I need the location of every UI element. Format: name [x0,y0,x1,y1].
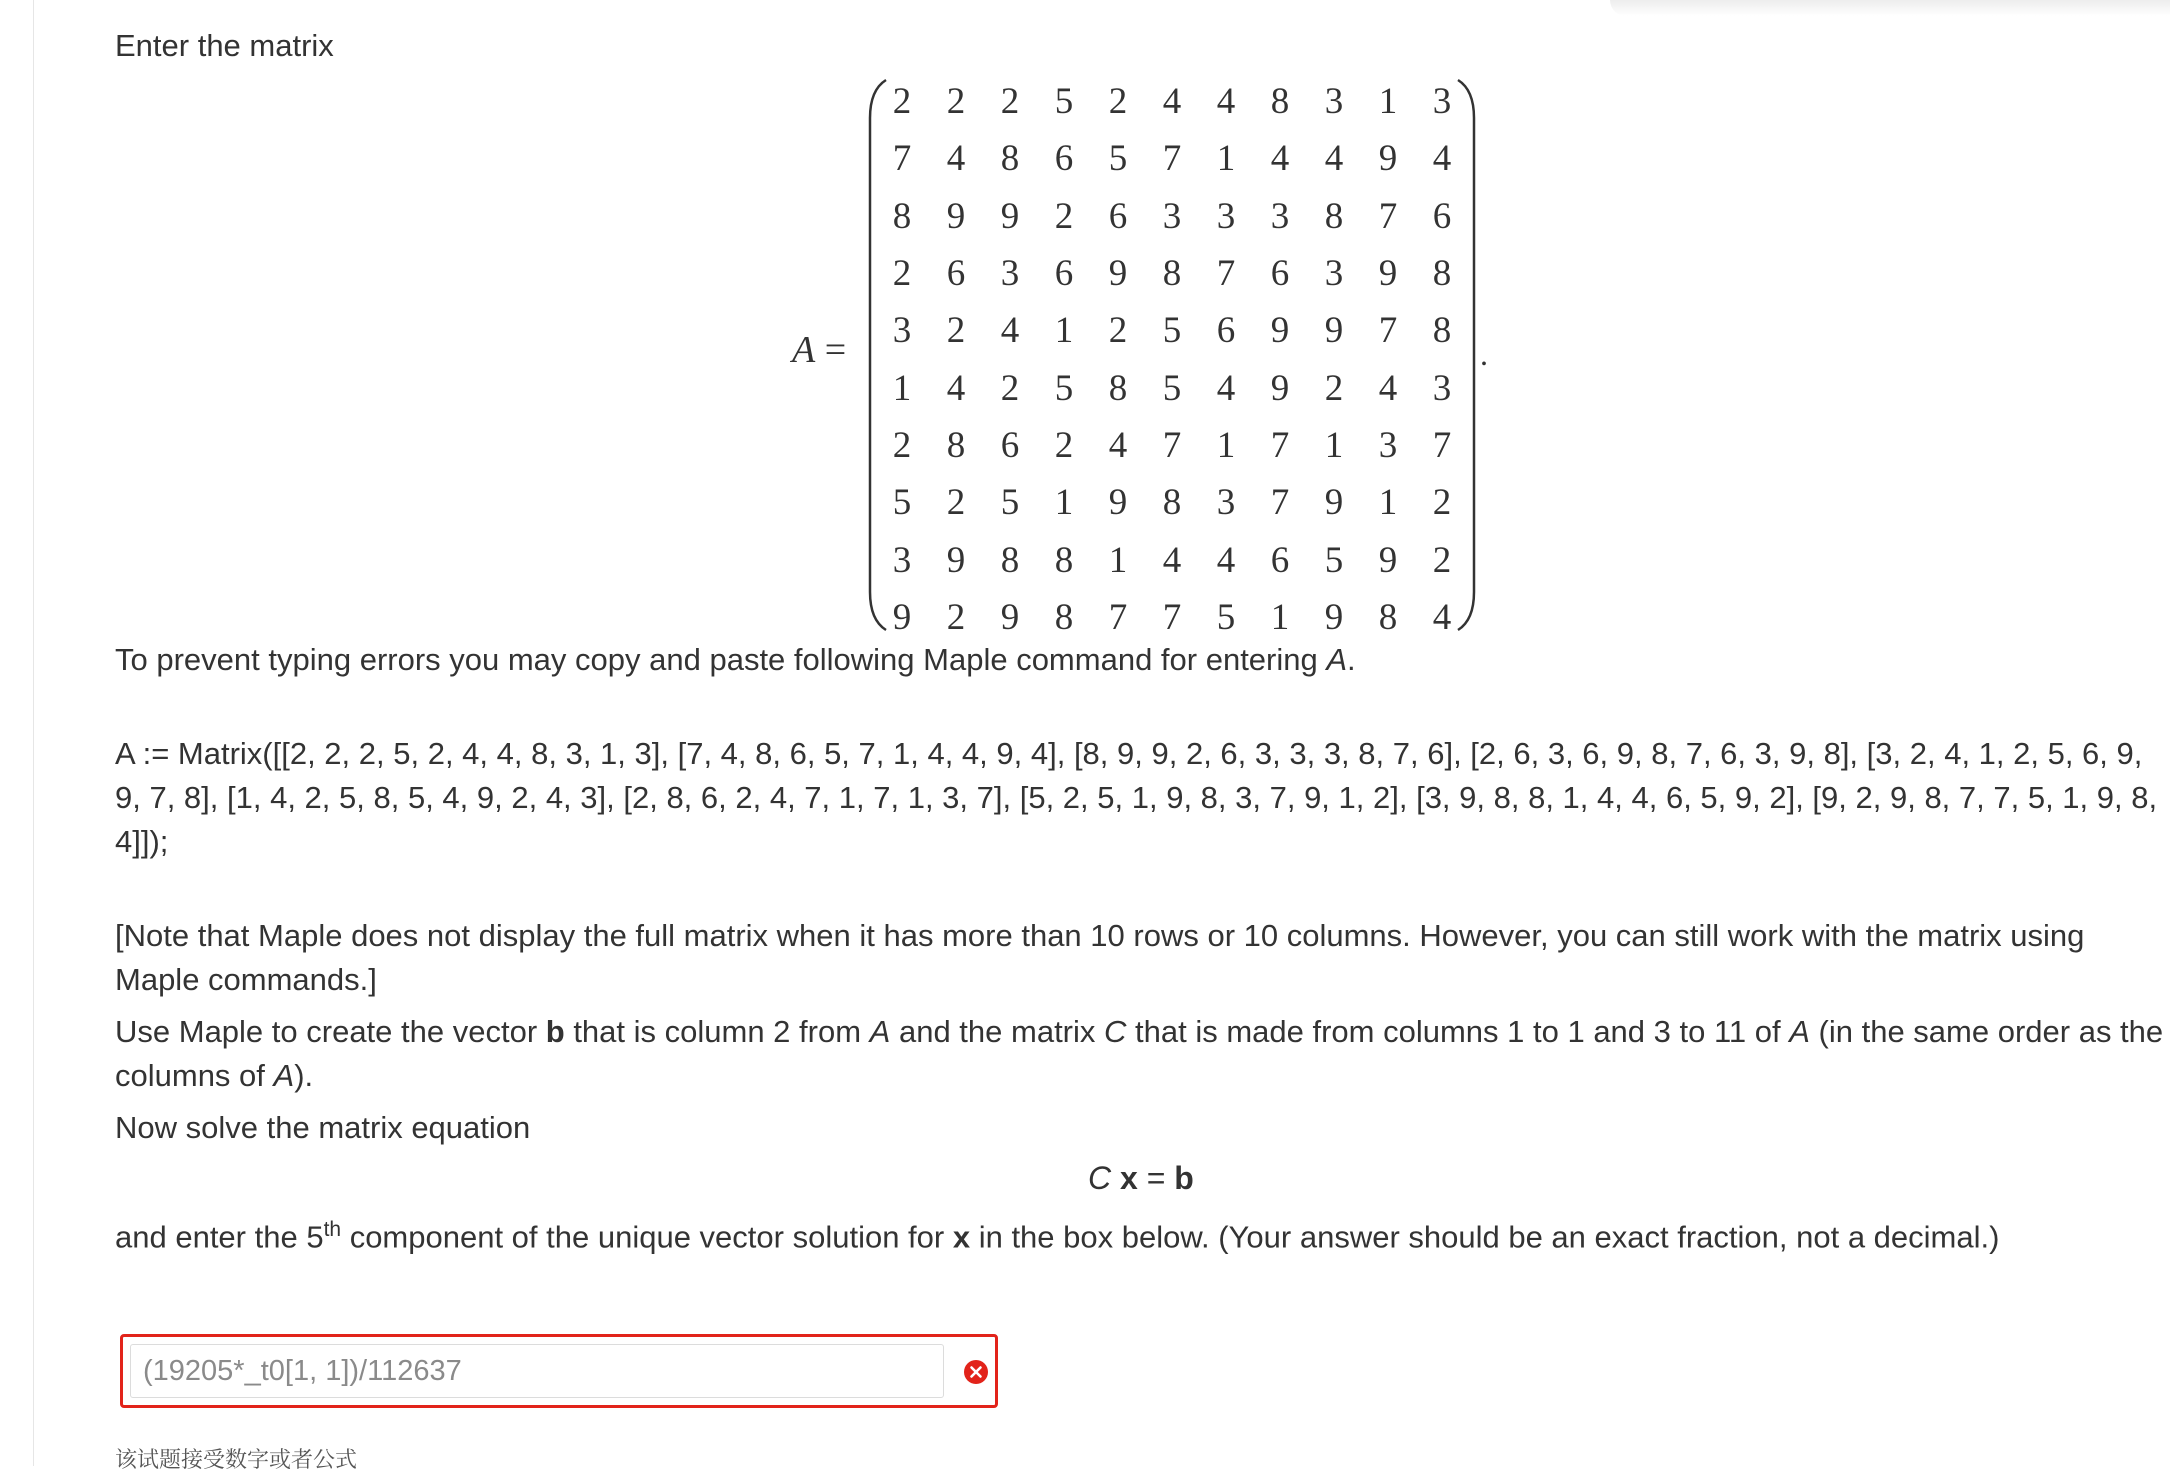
matrix-cell: 2 [1108,310,1128,352]
top-shadow [1610,0,2170,16]
matrix-cell: 2 [946,596,966,638]
matrix-cell: 7 [892,138,912,180]
matrix-cell: 8 [1108,367,1128,409]
equation-b: b [1174,1160,1194,1196]
instruction-part-2: that is column 2 from [564,1014,870,1049]
matrix-cell: 1 [1324,424,1344,466]
matrix-cell: 1 [1216,138,1236,180]
matrix-cell: 5 [1000,482,1020,524]
matrix-cell: 5 [1216,596,1236,638]
instruction-a1: A [869,1014,891,1049]
matrix-cell: 8 [1162,253,1182,295]
instruction-part-5: (in the same order as the columns of [115,1014,2164,1093]
matrix-cell: 5 [1162,310,1182,352]
left-border [33,0,34,1466]
matrix-cell: 2 [1054,195,1074,237]
matrix-cell: 4 [1000,310,1020,352]
matrix-cell: 1 [1054,310,1074,352]
matrix-cell: 2 [1054,424,1074,466]
matrix-cell: 6 [1054,253,1074,295]
matrix-cell: 6 [1000,424,1020,466]
matrix-cell: 5 [1108,138,1128,180]
matrix-cell: 9 [1378,138,1398,180]
copy-note [115,638,1356,682]
matrix-cell: 4 [1162,81,1182,123]
hint-text: 该试题接受数字或者公式 [115,1448,358,1473]
matrix-cell: 7 [1432,424,1452,466]
answer-prompt-part-1: and enter the 5 [115,1219,324,1255]
matrix-cell: 9 [1324,596,1344,638]
answer-box [120,1334,998,1408]
answer-prompt-part-2: component of the unique vector solution for [341,1219,953,1255]
matrix-cell: 8 [1432,310,1452,352]
matrix-cell: 7 [1162,596,1182,638]
matrix-cell: 2 [892,253,912,295]
matrix-cell: 1 [892,367,912,409]
answer-prompt-part-3: in the box below. (Your answer should be an exact fraction, not a decimal.) [970,1219,2000,1255]
answer-input[interactable] [130,1344,944,1398]
matrix-cell: 4 [1270,138,1290,180]
matrix-cell: 7 [1108,596,1128,638]
matrix-cell: 4 [1432,596,1452,638]
answer-prompt-x: x [952,1219,971,1255]
matrix-cell: 2 [892,81,912,123]
matrix-cell: 6 [1270,539,1290,581]
matrix-cell: 9 [892,596,912,638]
matrix-cell: 9 [946,539,966,581]
matrix-cell: 7 [1270,424,1290,466]
matrix-equation [1088,1156,1194,1200]
intro-text: Enter the matrix [115,28,334,63]
matrix-cell: 6 [1108,195,1128,237]
maple-note: [Note that Maple does not display the full matrix when it has more than 10 rows or 10 columns. However, you can still work with the matrix using Maple commands.] [115,918,2085,997]
matrix-cell: 4 [1324,138,1344,180]
matrix-label [792,326,846,374]
matrix-cell: 7 [1270,482,1290,524]
matrix-cell: 7 [1162,138,1182,180]
matrix-cell: 7 [1162,424,1182,466]
equation-x: x [1120,1160,1138,1196]
matrix-cell: 9 [946,195,966,237]
instruction-part-3: and the matrix [890,1014,1104,1049]
matrix-cell: 6 [1216,310,1236,352]
instruction-part-4: that is made from columns 1 to 1 and 3 to 11 of [1126,1014,1790,1049]
matrix-cell: 3 [892,310,912,352]
matrix-cell: 9 [1108,253,1128,295]
matrix-cell: 7 [1216,253,1236,295]
matrix-cell: 9 [1378,539,1398,581]
matrix-cell: 2 [1000,81,1020,123]
matrix-cell: 6 [1432,195,1452,237]
matrix-cell: 9 [1270,367,1290,409]
matrix-cell: 3 [1000,253,1020,295]
matrix-cell: 8 [946,424,966,466]
instruction-part-1: Use Maple to create the vector [115,1014,546,1049]
matrix-cell: 3 [1324,253,1344,295]
matrix-cell: 8 [1324,195,1344,237]
matrix-cell: 3 [1216,482,1236,524]
matrix-cell: 1 [1216,424,1236,466]
matrix-grid [875,73,1469,646]
matrix-cell: 9 [1378,253,1398,295]
matrix-cell: 3 [1324,81,1344,123]
matrix-name: A [792,329,816,371]
matrix-cell: 4 [1216,367,1236,409]
copy-note-end: . [1347,642,1356,677]
matrix-cell: 6 [1054,138,1074,180]
matrix-cell: 7 [1378,310,1398,352]
matrix-cell: 9 [1324,310,1344,352]
matrix-cell: 8 [1000,138,1020,180]
matrix-cell: 8 [1432,253,1452,295]
equation-equals: = [1137,1160,1175,1196]
instruction-b: b [545,1014,565,1049]
matrix-cell: 1 [1054,482,1074,524]
matrix-cell: 6 [946,253,966,295]
copy-note-text: To prevent typing errors you may copy and paste following Maple command for entering [115,642,1327,677]
answer-prompt-sup: th [323,1218,342,1241]
equation-c: C [1088,1160,1112,1196]
matrix-cell: 3 [1162,195,1182,237]
matrix-cell: 2 [1108,81,1128,123]
matrix-cell: 5 [1324,539,1344,581]
matrix-cell: 4 [1378,367,1398,409]
solve-text: Now solve the matrix equation [115,1110,531,1145]
matrix-cell: 1 [1270,596,1290,638]
matrix-cell: 2 [946,81,966,123]
matrix-cell: 8 [1162,482,1182,524]
matrix-cell: 6 [1270,253,1290,295]
matrix-cell: 1 [1108,539,1128,581]
matrix-cell: 4 [1216,539,1236,581]
matrix-cell: 9 [1270,310,1290,352]
instruction-part-6: ). [294,1058,314,1093]
matrix-cell: 9 [1000,195,1020,237]
matrix-cell: 7 [1378,195,1398,237]
matrix-cell: 8 [1054,596,1074,638]
matrix-cell: 8 [1054,539,1074,581]
matrix-cell: 4 [1216,81,1236,123]
matrix-equals: = [815,329,847,371]
matrix-cell: 8 [892,195,912,237]
matrix-cell: 2 [1432,539,1452,581]
matrix-cell: 2 [892,424,912,466]
matrix-cell: 3 [892,539,912,581]
matrix-cell: 5 [892,482,912,524]
matrix-cell: 3 [1432,81,1452,123]
matrix-cell: 1 [1378,482,1398,524]
matrix-cell: 4 [946,367,966,409]
matrix-cell: 4 [1162,539,1182,581]
matrix-cell: 5 [1162,367,1182,409]
matrix-cell: 2 [946,482,966,524]
matrix-cell: 9 [1324,482,1344,524]
matrix-cell: 3 [1432,367,1452,409]
instruction-text [115,1010,2165,1098]
copy-note-var: A [1326,642,1348,677]
matrix-period: . [1480,336,1488,372]
matrix-cell: 4 [1108,424,1128,466]
matrix-cell: 8 [1270,81,1290,123]
instruction-a3: A [273,1058,295,1093]
instruction-a2: A [1789,1014,1810,1049]
matrix-cell: 5 [1054,367,1074,409]
matrix-cell: 2 [1000,367,1020,409]
error-icon [963,1359,989,1385]
matrix-cell: 1 [1378,81,1398,123]
matrix-cell: 3 [1216,195,1236,237]
matrix-cell: 9 [1108,482,1128,524]
matrix-cell: 3 [1270,195,1290,237]
matrix-cell: 2 [946,310,966,352]
matrix-cell: 5 [1054,81,1074,123]
matrix-cell: 9 [1000,596,1020,638]
maple-command[interactable]: A := Matrix([[2, 2, 2, 5, 2, 4, 4, 8, 3, 1, 3], [7, 4, 8, 6, 5, 7, 1, 4, 4, 9, 4], [8, 9, 9, 2, 6, 3, 3, 3, 8, 7, 6], [2, 6, 3, 6, 9, 8, 7, 6, 3, 9, 8], [3, 2, 4, 1, 2, 5, 6, 9, 9, 7, 8], [1, 4, 2, 5, 8, 5, 4, 9, 2, 4, 3], [2, 8, 6, 2, 4, 7, 1, 7, 1, 3, 7], [5, 2, 5, 1, 9, 8, 3, 7, 9, 1, 2], [3, 9, 8, 8, 1, 4, 4, 6, 5, 9, 2], [9, 2, 9, 8, 7, 7, 5, 1, 9, 8, 4]]); [115,736,2158,859]
matrix-cell: 3 [1378,424,1398,466]
matrix-cell: 4 [946,138,966,180]
matrix-cell: 2 [1432,482,1452,524]
matrix-cell: 4 [1432,138,1452,180]
matrix-cell: 8 [1378,596,1398,638]
instruction-c: C [1104,1014,1127,1049]
matrix-cell: 8 [1000,539,1020,581]
matrix-cell: 2 [1324,367,1344,409]
answer-prompt [115,1208,2165,1259]
